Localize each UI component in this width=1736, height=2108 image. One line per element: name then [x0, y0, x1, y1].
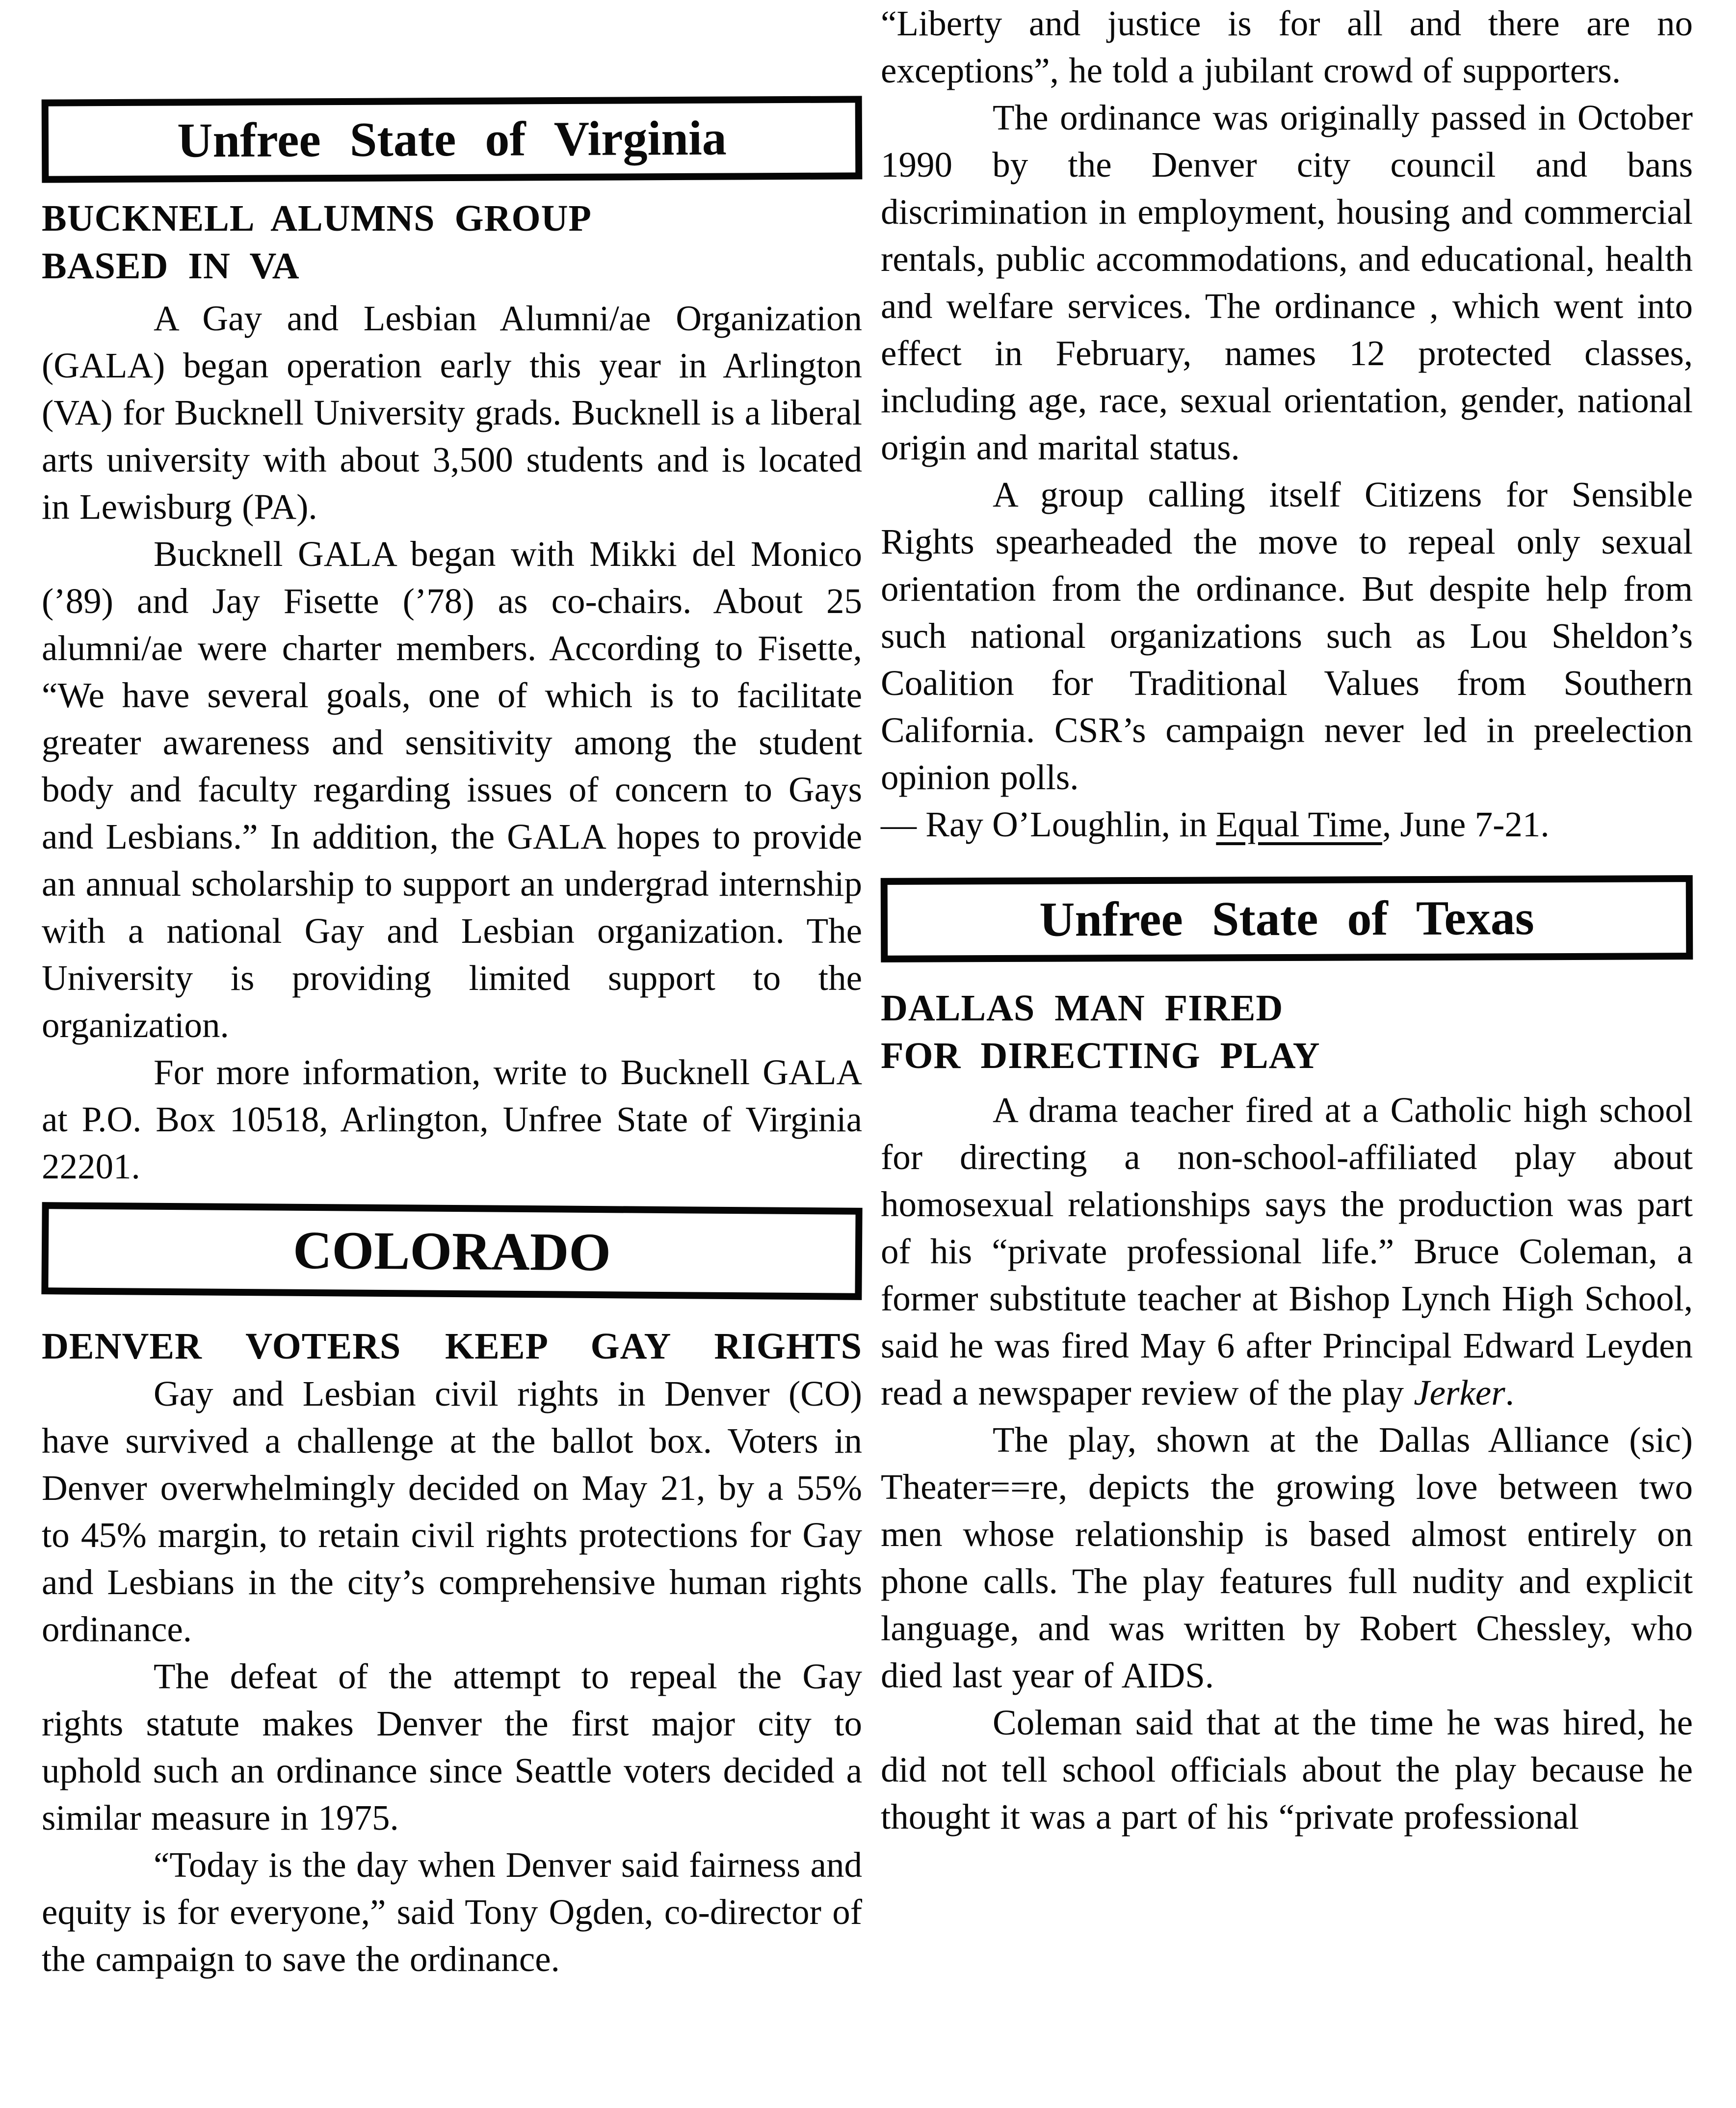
article-paragraph	[881, 1087, 1693, 1416]
byline	[881, 801, 1693, 848]
left-column	[42, 0, 862, 1983]
paragraph-text: A drama teacher fired at a Catholic high school for directing a non-school-affiliated play about homosexual relationships says the production was part of his “private professional life.” Bruce Coleman, a former substitute teacher at Bishop Lynch High School, said he was fired May 6 after Principal Edward Leyden read a newspaper review of the play	[881, 1090, 1693, 1413]
headline-line-2: FOR DIRECTING PLAY	[881, 1035, 1320, 1076]
article-paragraph: A group calling itself Citizens for Sensible Rights spearheaded the move to repeal only sexual orientation from the ordinance. But despite help from such national organizations such as Lou Sheldon’s Coalition for Traditional Values from Southern California. CSR’s campaign never led in preelection opinion polls.	[881, 475, 1693, 797]
headline-line-1: BUCKNELL ALUMNS GROUP	[42, 198, 592, 239]
byline-prefix: — Ray O’Loughlin, in	[881, 804, 1216, 844]
article-headline-dallas	[881, 985, 1693, 1080]
article-paragraph: “Today is the day when Denver said fairness and equity is for everyone,” said Tony Ogden, co-director of the campaign to save the ordinance.	[42, 1845, 862, 1979]
article-paragraph: For more information, write to Bucknell GALA at P.O. Box 10518, Arlington, Unfree State of Virginia 22201.	[42, 1052, 862, 1186]
article-headline-denver: DENVER VOTERS KEEP GAY RIGHTS	[42, 1326, 862, 1367]
section-header-texas: Unfree State of Texas	[881, 875, 1693, 962]
article-paragraph: Bucknell GALA began with Mikki del Monico (’89) and Jay Fisette (’78) as co-chairs. About 25 alumni/ae were charter members. According to Fisette, “We have several goals, one of which is to facilitate greater awareness and sensitivity among the student body and faculty regarding issues of concern to Gays and Lesbians.” In addition, the GALA hopes to provide an annual scholarship to support an undergrad internship with a national Gay and Lesbian organization. The University is providing limited support to the organization.	[42, 534, 862, 1045]
byline-source: Equal Time	[1216, 804, 1383, 844]
article-paragraph: The play, shown at the Dallas Alliance (sic) Theater==re, depicts the growing love between two men whose relationship is based almost entirely on phone calls. The play features full nudity and explicit language, and was written by Robert Chessley, who died last year of AIDS.	[881, 1420, 1693, 1695]
section-header-colorado: COLORADO	[41, 1202, 862, 1300]
article-paragraph: A Gay and Lesbian Alumni/ae Organization (GALA) began operation early this year in Arlington (VA) for Bucknell University grads. Bucknell is a liberal arts university with about 3,500 students and is located in Lewisburg (PA).	[42, 298, 862, 527]
article-headline-bucknell	[42, 195, 862, 290]
article-paragraph: The defeat of the attempt to repeal the Gay rights statute makes Denver the first major city to uphold such an ordinance since Seattle voters decided a similar measure in 1975.	[42, 1656, 862, 1838]
section-header-virginia: Unfree State of Virginia	[42, 96, 863, 183]
headline-line-1: DALLAS MAN FIRED	[881, 987, 1284, 1029]
right-column	[881, 0, 1693, 1841]
article-paragraph: The ordinance was originally passed in October 1990 by the Denver city council and bans discrimination in employment, housing and commercial rentals, public accommodations, and educational, health and welfare services. The ordinance , which went into effect in February, names 12 protected classes, including age, race, sexual orientation, gender, national origin and marital status.	[881, 98, 1693, 467]
article-paragraph: Coleman said that at the time he was hired, he did not tell school officials about the play because he thought it was a part of his “private professional	[881, 1703, 1693, 1837]
headline-line-2: BASED IN VA	[42, 245, 300, 287]
paragraph-text: .	[1505, 1373, 1514, 1413]
article-paragraph: “Liberty and justice is for all and there are no exceptions”, he told a jubilant crowd of supporters.	[881, 3, 1693, 90]
play-title-italic: Jerker	[1414, 1373, 1505, 1413]
article-paragraph: Gay and Lesbian civil rights in Denver (CO) have survived a challenge at the ballot box. Voters in Denver overwhelmingly decided on May 21, by a 55% to 45% margin, to retain civil rights protections for Gay and Lesbians in the city’s comprehensive human rights ordinance.	[42, 1374, 862, 1649]
byline-suffix: , June 7-21.	[1382, 804, 1550, 844]
